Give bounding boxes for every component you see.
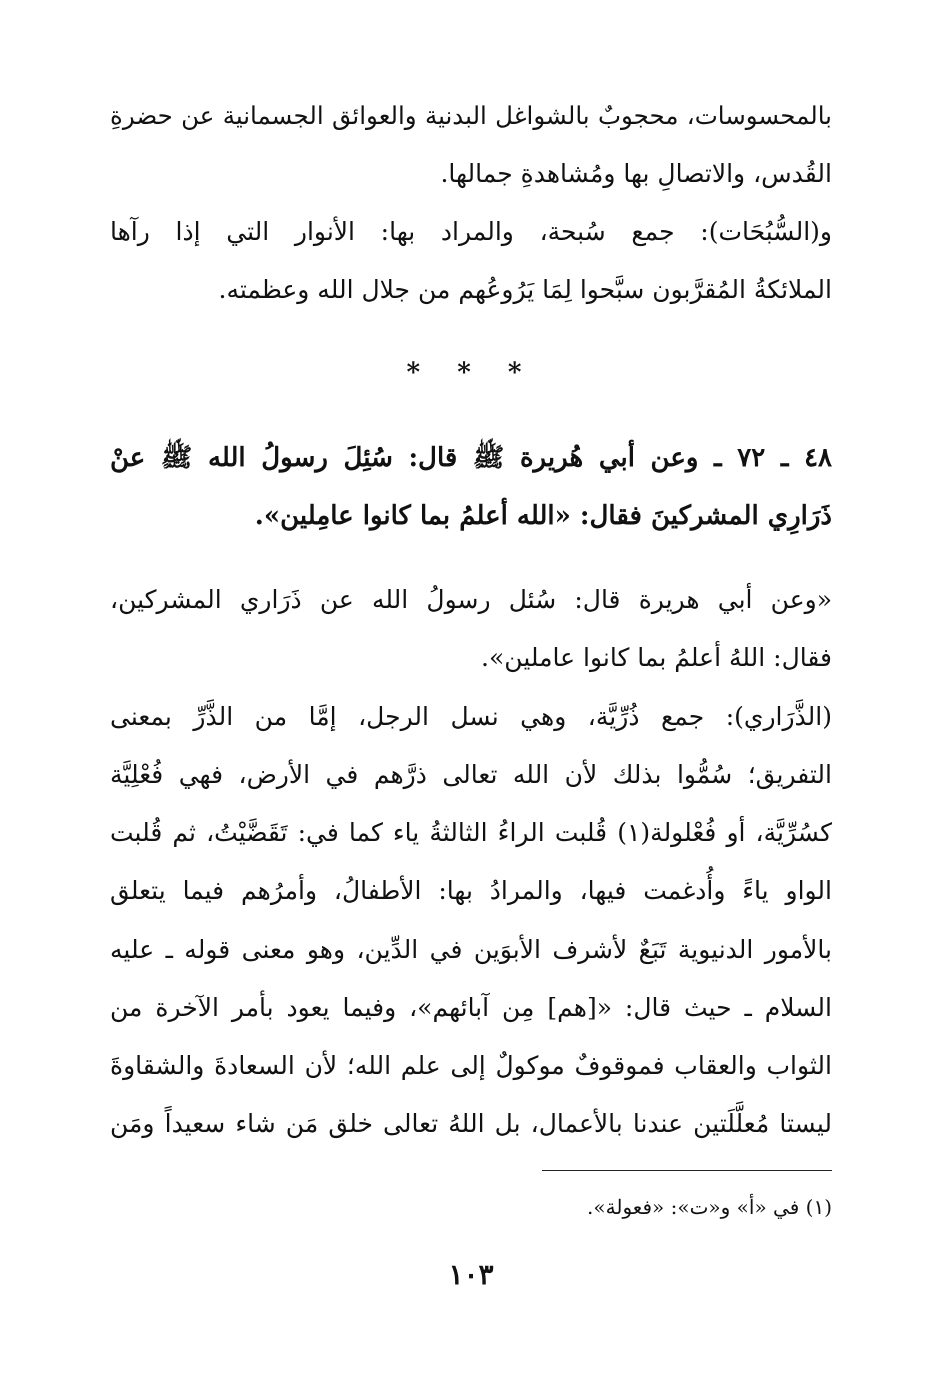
commentary-text-line: (الذَّرَاري): جمع ذُرِّيَّة، وهي نسل الرجل، إمَّا من الذَّرِّ بمعنى: [110, 702, 832, 731]
body-text-line: بالمحسوسات، محجوبٌ بالشواغل البدنية والعوائق الجسمانية عن حضرةِ: [110, 101, 832, 130]
section-separator: * * *: [406, 358, 536, 388]
body-text-line: القُدس، والاتصالِ بها ومُشاهدةِ جمالها.: [440, 159, 832, 188]
quote-text-line: «وعن أبي هريرة قال: سُئل رسولُ الله عن ذَرَاري المشركين،: [110, 585, 832, 614]
commentary-text-line: الثواب والعقاب فموقوفٌ موكولٌ إلى علم الله؛ لأن السعادةَ والشقاوةَ: [110, 1051, 832, 1080]
book-page: [110, 0, 832, 1376]
commentary-text-line: ليستا مُعلَّلَتين عندنا بالأعمال، بل اللهُ تعالى خلق مَن شاء سعيداً ومَن: [110, 1109, 832, 1138]
commentary-text-line: الواو ياءً وأُدغمت فيها، والمرادُ بها: الأطفالُ، وأمرُهم فيما يتعلق: [110, 876, 832, 905]
hadith-text-line: ٤٨ ـ ٧٢ ـ وعن أبي هُريرة ﷺ قال: سُئِلَ رسولُ الله ﷺ عنْ: [110, 443, 832, 473]
commentary-text-line: كسُرِّيَّة، أو فُعْلولة(١) قُلبت الراءُ الثالثةُ ياء كما في: تَقَضَّيْتُ، ثم قُلبت: [110, 818, 832, 847]
commentary-text-line: السلام ـ حيث قال: «[هم] مِن آبائهم»، وفيما يعود بأمر الآخرة من: [110, 993, 832, 1022]
footnote-divider: [542, 1170, 832, 1171]
commentary-text-line: بالأمور الدنيوية تَبَعٌ لأشرف الأبوَين في الدِّين، وهو معنى قوله ـ عليه: [110, 935, 832, 964]
body-text-line: الملائكةُ المُقرَّبون سبَّحوا لِمَا يَرُوعُهم من جلال الله وعظمته.: [218, 275, 832, 304]
commentary-text-line: التفريق؛ سُمُّوا بذلك لأن الله تعالى ذرَّهم في الأرض، فهي فُعْلِيَّة: [110, 760, 832, 789]
quote-text-line: فقال: اللهُ أعلمُ بما كانوا عاملين».: [481, 643, 832, 672]
footnote: (١) في «أ» و«ت»: «فعولة».: [587, 1195, 832, 1219]
body-text-line: و(السُّبُحَات): جمع سُبحة، والمراد بها: الأنوار التي إذا رآها: [110, 217, 832, 246]
hadith-text-line: ذَرَارِي المشركينَ فقال: «الله أعلمُ بما كانوا عامِلين».: [254, 501, 832, 531]
page-number: ١٠٣: [448, 1258, 494, 1291]
